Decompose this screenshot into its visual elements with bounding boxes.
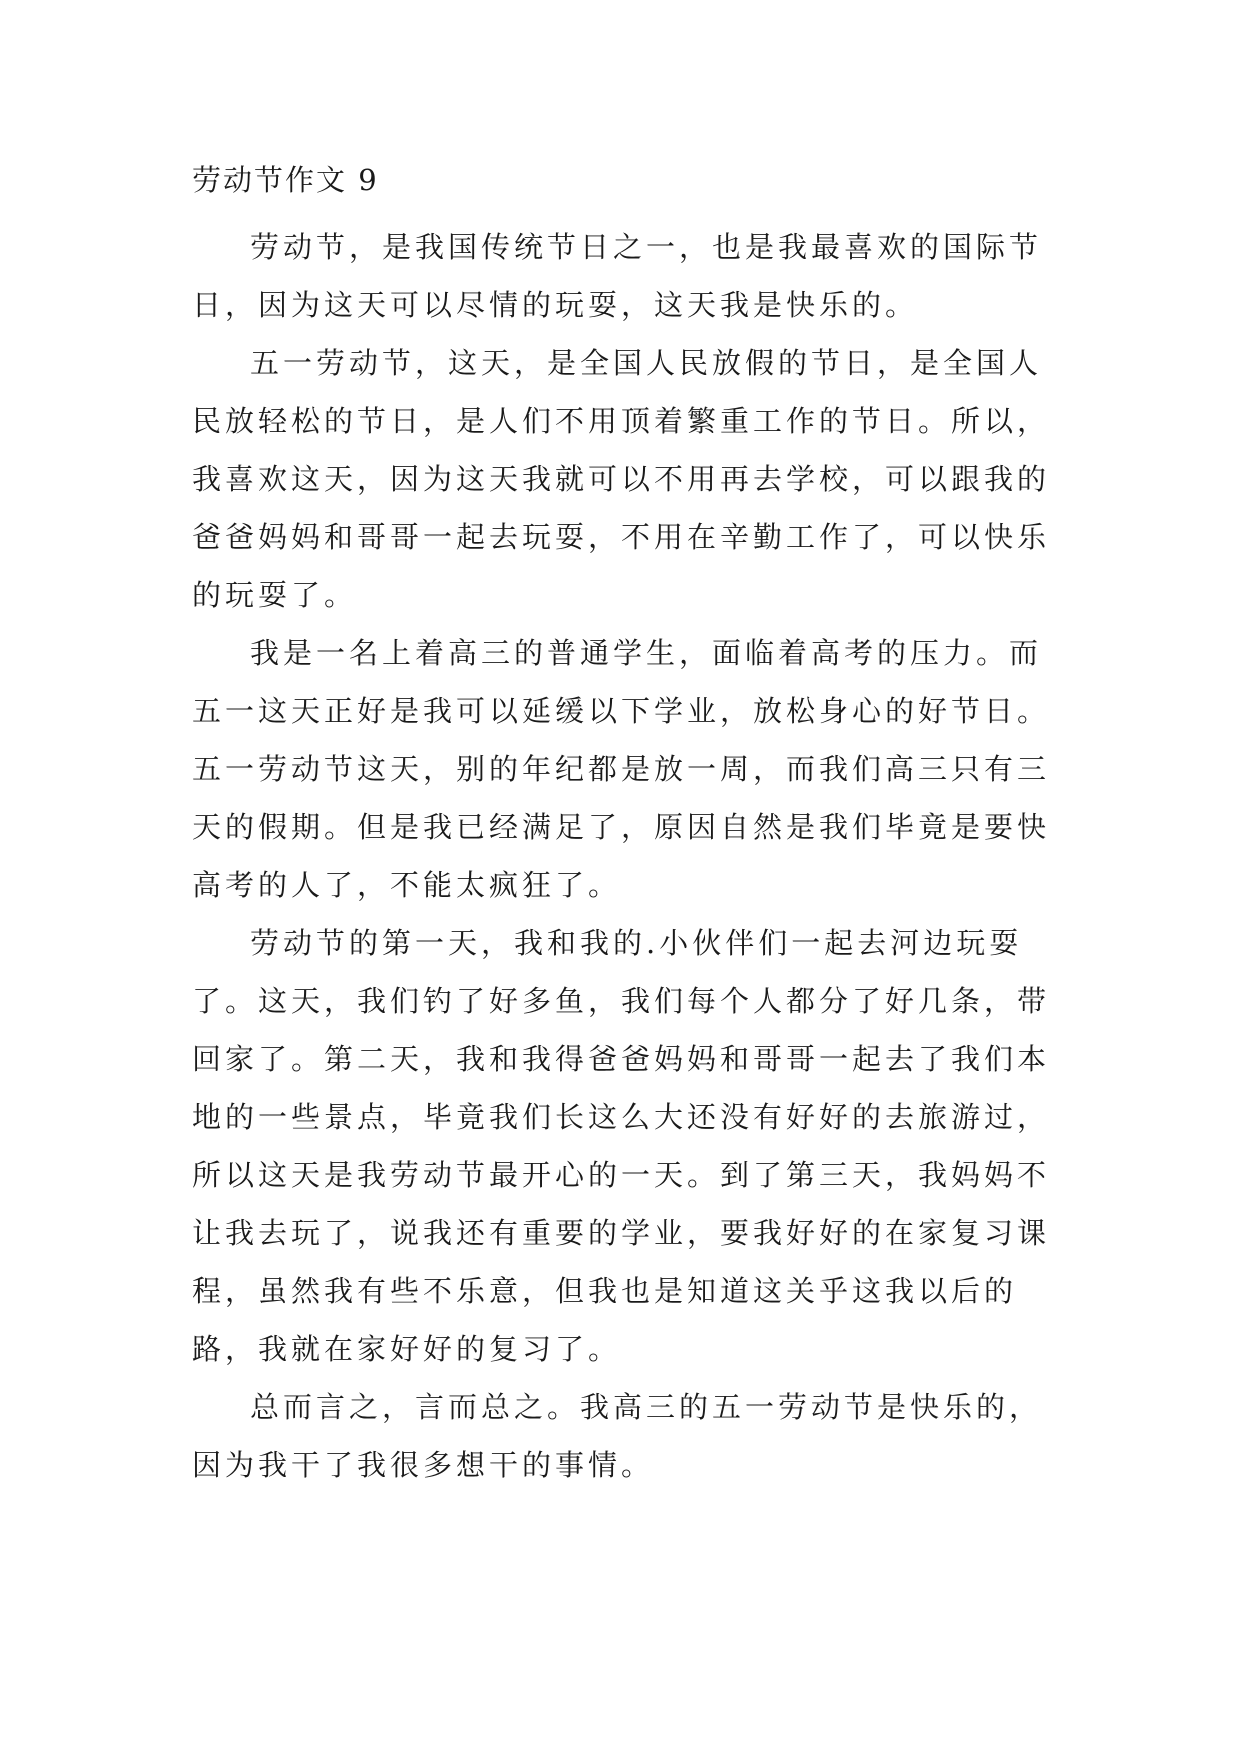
document-title: 劳动节作文 9 — [192, 163, 379, 197]
paragraph: 总而言之，言而总之。我高三的五一劳动节是快乐的，因为我干了我很多想干的事情。 — [192, 1390, 1043, 1482]
paragraph: 劳动节，是我国传统节日之一，也是我最喜欢的国际节日，因为这天可以尽情的玩耍，这天我是快乐的。 — [192, 230, 1043, 322]
paragraph: 五一劳动节，这天，是全国人民放假的节日，是全国人民放轻松的节日，是人们不用顶着繁重工作的节日。所以，我喜欢这天，因为这天我就可以不用再去学校，可以跟我的爸爸妈妈和哥哥一起去玩耍，不用在辛勤工作了，可以快乐的玩耍了。 — [192, 346, 1051, 612]
document-body — [192, 160, 1052, 1494]
paragraph: 劳动节的第一天，我和我的.小伙伴们一起去河边玩耍了。这天，我们钓了好多鱼，我们每个人都分了好几条，带回家了。第二天，我和我得爸爸妈妈和哥哥一起去了我们本地的一些景点，毕竟我们长这么大还没有好好的去旅游过，所以这天是我劳动节最开心的一天。到了第三天，我妈妈不让我去玩了，说我还有重要的学业，要我好好的在家复习课程，虽然我有些不乐意，但我也是知道这关乎这我以后的路，我就在家好好的复习了。 — [192, 926, 1051, 1366]
paragraph: 我是一名上着高三的普通学生，面临着高考的压力。而五一这天正好是我可以延缓以下学业，放松身心的好节日。五一劳动节这天，别的年纪都是放一周，而我们高三只有三天的假期。但是我已经满足了，原因自然是我们毕竟是要快高考的人了，不能太疯狂了。 — [192, 636, 1051, 902]
